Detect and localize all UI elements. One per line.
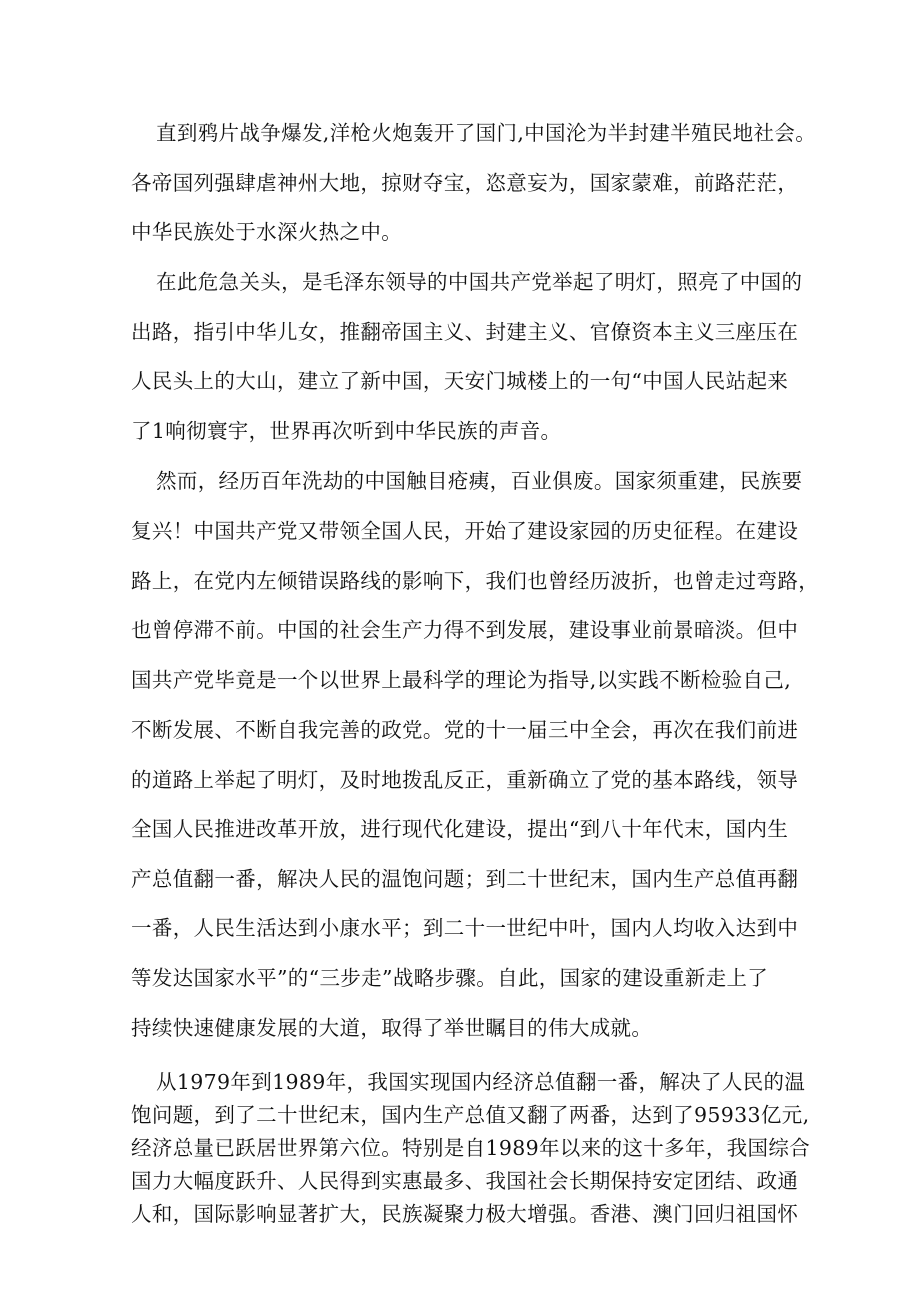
paragraph-1-line-1: 直到鸦片战争爆发,洋枪火炮轰开了国门,中国沦为半封建半殖民地社会。 (156, 121, 817, 145)
paragraph-4-line-5: 人和，国际影响显著扩大，民族凝聚力极大增强。香港、澳门回归祖国怀 (131, 1202, 799, 1226)
paragraph-3-line-2: 复兴！中国共产党又带领全国人民，开始了建设家园的历史征程。在建设 (131, 519, 799, 543)
paragraph-4-line-2: 饱问题，到了二十世纪末，国内生产总值又翻了两番，达到了95933亿元, (131, 1103, 810, 1127)
paragraph-2-line-1: 在此危急关头，是毛泽东领导的中国共产党举起了明灯，照亮了中国的 (156, 270, 803, 294)
paragraph-3-line-4: 也曾停滞不前。中国的社会生产力得不到发展，建设事业前景暗淡。但中 (131, 618, 799, 642)
paragraph-3-line-10: 一番，人民生活达到小康水平；到二十一世纪中叶，国内人均收入达到中 (131, 916, 799, 940)
paragraph-2-line-3: 人民头上的大山，建立了新中国，天安门城楼上的一句“中国人民站起来 (131, 369, 789, 393)
paragraph-3-line-6: 不断发展、不断自我完善的政党。党的十一届三中全会，再次在我们前进 (131, 718, 799, 742)
paragraph-4-line-4: 国力大幅度跃升、人民得到实惠最多、我国社会长期保持安定团结、政通 (131, 1169, 799, 1193)
paragraph-1-line-3: 中华民族处于水深火热之中。 (131, 220, 403, 244)
paragraph-2-line-2: 出路，指引中华儿女，推翻帝国主义、封建主义、官僚资本主义三座压在 (131, 320, 799, 344)
paragraph-3-line-1: 然而，经历百年洗劫的中国触目疮痍，百业俱废。国家须重建，民族要 (156, 469, 803, 493)
paragraph-3-line-9: 产总值翻一番，解决人民的温饱问题；到二十世纪末，国内生产总值再翻 (131, 867, 799, 891)
paragraph-4-line-1: 从1979年到1989年，我国实现国内经济总值翻一番，解决了人民的温 (156, 1070, 806, 1094)
paragraph-3-line-5: 国共产党毕竟是一个以世界上最科学的理论为指导,以实践不断检验自己, (131, 668, 792, 692)
paragraph-3-line-7: 的道路上举起了明灯，及时地拨乱反正，重新确立了党的基本路线，领导 (131, 768, 799, 792)
paragraph-3-line-8: 全国人民推进改革开放，进行现代化建设，提出“到八十年代末，国内生 (131, 817, 789, 841)
paragraph-2-line-4: 了1响彻寰宇，世界再次听到中华民族的声音。 (131, 419, 562, 443)
paragraph-3-line-3: 路上，在党内左倾错误路线的影响下，我们也曾经历波折，也曾走过弯路， (131, 569, 820, 593)
paragraph-1-line-2: 各帝国列强肆虐神州大地，掠财夺宝，恣意妄为，国家蒙难，前路茫茫， (131, 171, 799, 195)
paragraph-4-line-3: 经济总量已跃居世界第六位。特别是自1989年以来的这十多年，我国综合 (131, 1136, 811, 1160)
paragraph-3-line-12: 持续快速健康发展的大道，取得了举世瞩目的伟大成就。 (131, 1016, 653, 1040)
paragraph-3-line-11: 等发达国家水平”的“三步走”战略步骤。自此，国家的建设重新走上了 (131, 966, 769, 990)
